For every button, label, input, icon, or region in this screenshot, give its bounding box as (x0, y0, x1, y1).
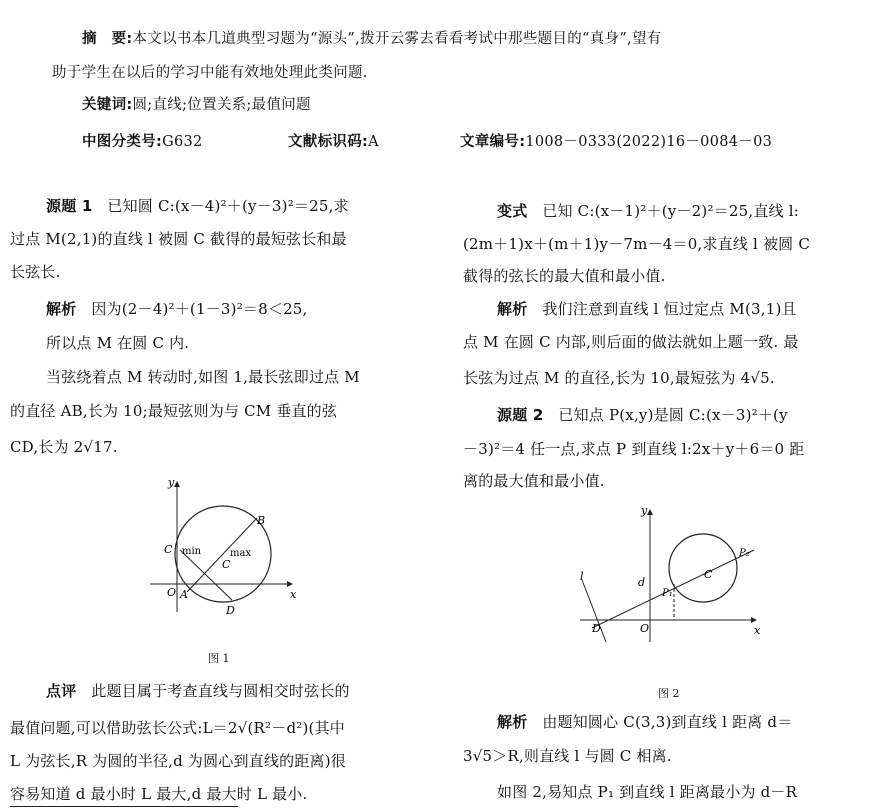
solution2-text-2: 点 M 在圆 C 内部,则后面的做法就如上题一致. 最 (463, 333, 799, 351)
problem1-text-2: 过点 M(2,1)的直线 l 被圆 C 截得的最短弦长和最 (10, 230, 347, 248)
solution3-text-3: 如图 2,易知点 P₁ 到直线 l 距离最小为 d－R (497, 783, 798, 801)
fig2-label-o: O (640, 622, 650, 635)
keywords-label: 关键词: (82, 97, 133, 113)
doc-code-line (288, 130, 379, 151)
problem1-line-1 (46, 195, 349, 216)
remark-label: 点评 (46, 682, 77, 700)
clc-line (82, 130, 203, 151)
clc-value: G632 (162, 134, 203, 150)
remark-text-1: 此题目属于考查直线与圆相交时弦长的 (91, 682, 350, 700)
fig1-label-b: B (257, 514, 266, 527)
fig2-label-d: d (638, 576, 646, 589)
solution1-text-1: 因为(2－4)²＋(1－3)²＝8＜25, (91, 300, 308, 318)
solution1-text-4: 的直径 AB,长为 10;最短弦则为与 CM 垂直的弦 (10, 402, 338, 420)
solution1-text-2: 所以点 M 在圆 C 内. (46, 334, 190, 352)
figure-2-caption: 图 2 (658, 687, 680, 700)
problem2-text-3: 离的最大值和最小值. (463, 472, 605, 490)
article-no-value: 1008－0333(2022)16－0084－03 (525, 134, 773, 150)
abstract-text-1: 本文以书本几道典型习题为“源头”,拨开云雾去看看考试中那些题目的“真身”,望有 (132, 31, 662, 47)
solution2-line-1 (497, 298, 797, 319)
problem1-label: 源题 1 (46, 197, 93, 215)
fig2-label-p1: P₁ (662, 588, 673, 599)
problem2-line-1 (497, 404, 788, 425)
problem2-text-1: 已知点 P(x,y)是圆 C:(x－3)²＋(y (558, 406, 788, 424)
solution2-text-1: 我们注意到直线 l 恒过定点 M(3,1)且 (542, 300, 797, 318)
fig2-label-dd: D (592, 622, 601, 635)
figure-1-caption: 图 1 (208, 652, 230, 665)
abstract-line-1 (82, 27, 662, 48)
keywords: 圆;直线;位置关系;最值问题 (132, 97, 311, 113)
variant-text-1: 已知 C:(x－1)²＋(y－2)²＝25,直线 l: (542, 202, 799, 220)
fig1-label-c-center: C (222, 558, 231, 571)
keywords-line (82, 93, 311, 114)
solution3-text-2: 3√5＞R,则直线 l 与圆 C 相离. (463, 747, 672, 765)
clc-label: 中图分类号: (82, 134, 163, 150)
abstract-label: 摘 要: (82, 31, 133, 47)
figure-2 (568, 502, 768, 652)
variant-text-3: 截得的弦长的最大值和最小值. (463, 267, 666, 285)
variant-line-1 (497, 200, 799, 221)
fig1-label-min: min (182, 546, 202, 557)
fig1-label-a: A (180, 588, 188, 601)
solution1-text-3: 当弦绕着点 M 转动时,如图 1,最长弦即过点 M (46, 368, 360, 386)
solution2-label: 解析 (497, 300, 528, 318)
variant-label: 变式 (497, 202, 528, 220)
solution3-text-1: 由题知圆心 C(3,3)到直线 l 距离 d＝ (542, 713, 793, 731)
problem2-text-2: －3)²＝4 任一点,求点 P 到直线 l:2x＋y＋6＝0 距 (463, 440, 805, 458)
remark-text-2: 最值问题,可以借助弦长公式:L＝2√(R²－d²)(其中 (10, 719, 345, 737)
fig2-label-p2: P₂ (739, 548, 750, 559)
problem1-text-3: 长弦长. (10, 263, 61, 281)
fig1-label-c-left: C (164, 543, 173, 556)
fig2-label-y: y (641, 504, 648, 517)
fig1-label-x: x (290, 588, 297, 601)
remark-text-4: 容易知道 d 最小时 L 最大,d 最大时 L 最小. (10, 785, 308, 803)
fig2-label-x: x (754, 624, 761, 637)
fig1-label-max: max (230, 548, 252, 559)
fig2-circle (669, 534, 737, 602)
solution3-line-1 (497, 711, 792, 732)
article-no-label: 文章编号: (460, 134, 526, 150)
problem2-label: 源题 2 (497, 406, 544, 424)
fig2-label-c: C (704, 568, 713, 581)
doc-code-label: 文献标识码: (288, 134, 369, 150)
remark-line-1 (46, 680, 350, 701)
solution2-text-3: 长弦为过点 M 的直径,长为 10,最短弦为 4√5. (463, 369, 775, 387)
solution1-line-1 (46, 298, 308, 319)
problem1-text-1: 已知圆 C:(x－4)²＋(y－3)²＝25,求 (107, 197, 349, 215)
footnote-rule (10, 806, 238, 807)
remark-text-3: L 为弦长,R 为圆的半径,d 为圆心到直线的距离)很 (10, 752, 346, 770)
fig1-label-y: y (168, 476, 175, 489)
abstract-text-2: 助于学生在以后的学习中能有效地处理此类问题. (52, 65, 368, 81)
solution3-label: 解析 (497, 713, 528, 731)
figure-1 (140, 470, 310, 620)
fig1-label-d: D (226, 604, 235, 617)
doc-code-value: A (368, 134, 379, 150)
solution1-label: 解析 (46, 300, 77, 318)
variant-text-2: (2m＋1)x＋(m＋1)y－7m－4＝0,求直线 l 被圆 C (463, 235, 811, 253)
fig1-label-o: O (167, 586, 177, 599)
fig2-label-l: l (580, 570, 584, 583)
solution1-text-5: CD,长为 2√17. (10, 438, 118, 456)
article-no-line (460, 130, 772, 151)
